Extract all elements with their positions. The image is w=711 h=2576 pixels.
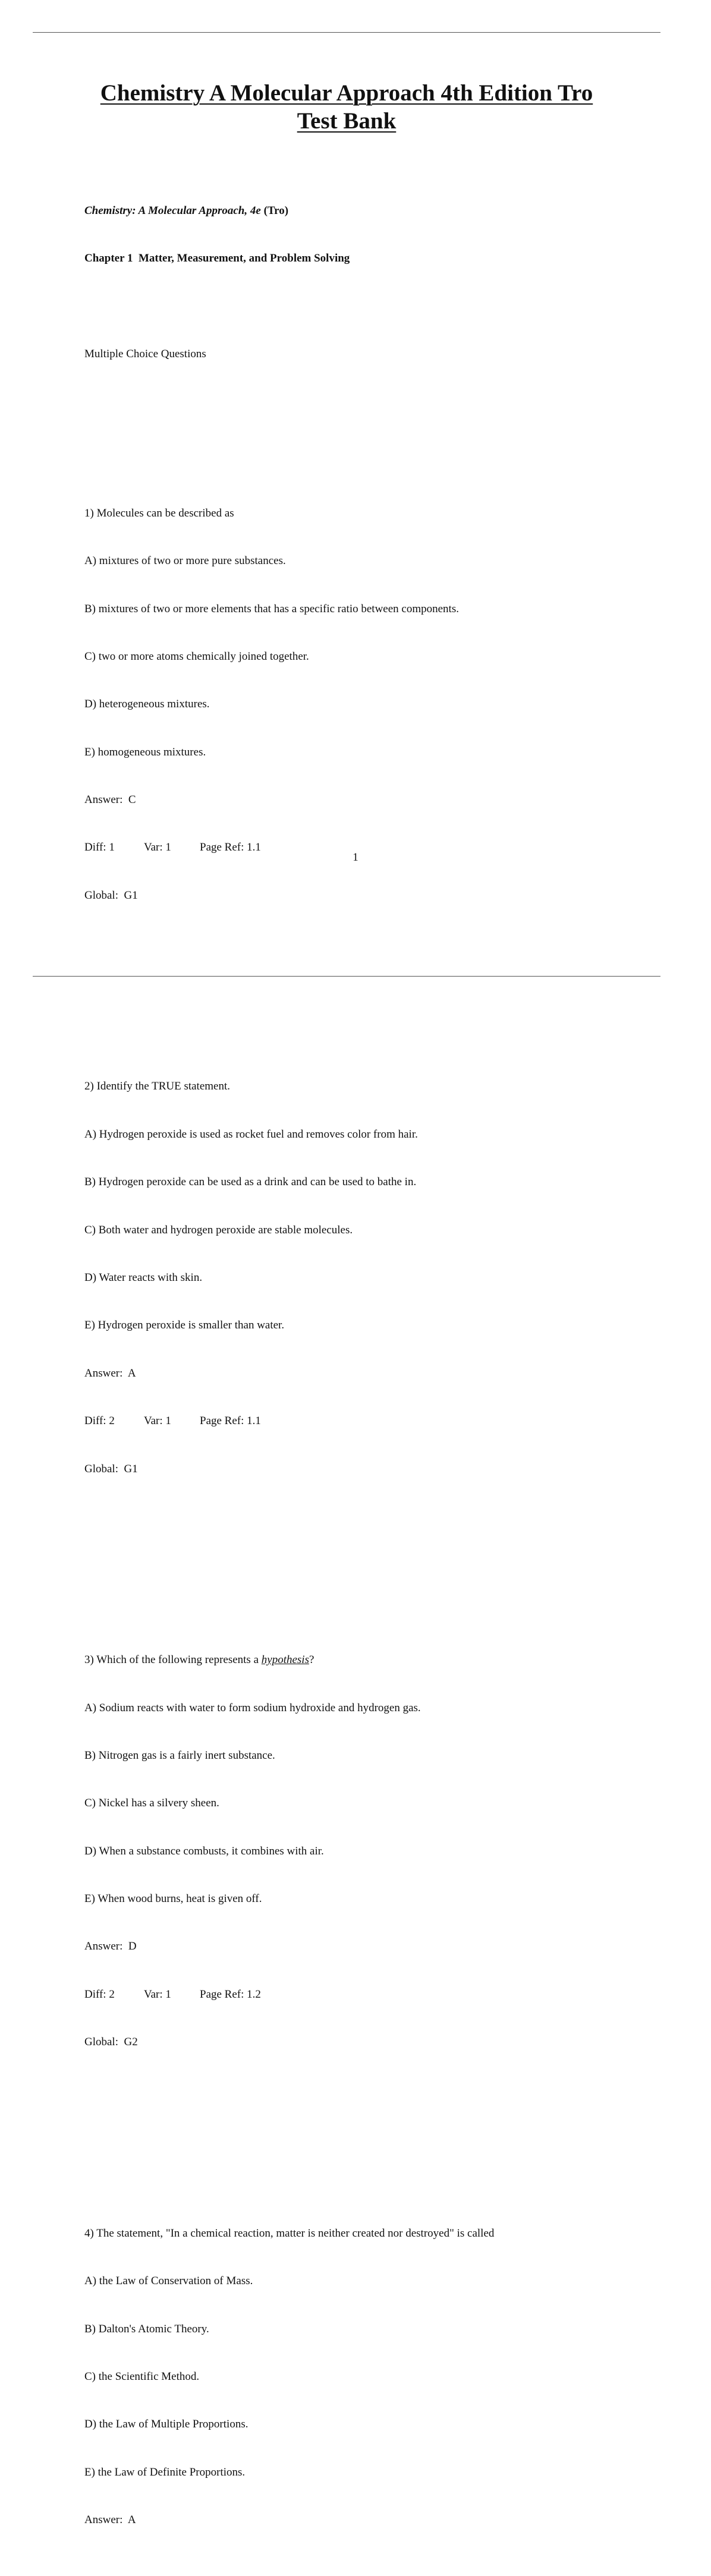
book-author: (Tro) <box>260 204 289 217</box>
question-meta <box>84 1413 655 1429</box>
global-outcome: Global: G2 <box>84 2036 138 2049</box>
question-stem <box>84 1652 655 1668</box>
answer: Answer: A <box>84 2514 136 2527</box>
answer: Answer: D <box>84 1940 137 1953</box>
choice-d: D) the Law of Multiple Proportions. <box>84 2418 248 2431</box>
choice-b: B) mixtures of two or more elements that has a specific ratio between components. <box>84 602 459 615</box>
title-line-1: Chemistry A Molecular Approach 4th Edition Tro <box>100 80 593 106</box>
choice-e: E) homogeneous mixtures. <box>84 745 206 758</box>
choice-d: D) When a substance combusts, it combines with air. <box>84 1844 324 1857</box>
question-2 <box>84 1047 655 1509</box>
variant: Var: 1 <box>144 1988 171 2001</box>
difficulty: Diff: 1 <box>84 841 115 854</box>
choice-a: A) the Law of Conservation of Mass. <box>84 2275 253 2288</box>
answer: Answer: C <box>84 793 136 807</box>
choice-a: A) Hydrogen peroxide is used as rocket fuel and removes color from hair. <box>84 1128 418 1141</box>
page-number: 1 <box>353 851 358 864</box>
choice-e: E) the Law of Definite Proportions. <box>84 2465 246 2479</box>
book-citation <box>84 203 655 219</box>
choice-d: D) heterogeneous mixtures. <box>84 698 210 711</box>
page-ref: Page Ref: 1.1 <box>200 1415 261 1428</box>
difficulty: Diff: 2 <box>84 1988 115 2001</box>
choice-b: B) Hydrogen peroxide can be used as a drink and can be used to bathe in. <box>84 1176 417 1189</box>
choice-a: A) mixtures of two or more pure substances. <box>84 555 286 568</box>
question-stem: 2) Identify the TRUE statement. <box>84 1080 231 1093</box>
book-title: Chemistry: A Molecular Approach, 4e <box>84 204 261 217</box>
choice-c: C) two or more atoms chemically joined together. <box>84 650 309 663</box>
hypothesis-term: hypothesis <box>261 1654 309 1667</box>
variant: Var: 1 <box>144 1415 171 1428</box>
choice-c: C) Both water and hydrogen peroxide are stable molecules. <box>84 1223 353 1236</box>
variant: Var: 1 <box>144 841 171 854</box>
choice-e: E) When wood burns, heat is given off. <box>84 1892 262 1906</box>
global-outcome: Global: G1 <box>84 1462 138 1475</box>
chapter-heading: Chapter 1 Matter, Measurement, and Problem Solving <box>84 251 350 264</box>
stem-suffix: ? <box>309 1654 314 1667</box>
question-stem: 4) The statement, "In a chemical reaction, matter is neither created nor destroyed" is called <box>84 2227 495 2240</box>
top-divider <box>33 32 660 33</box>
choice-c: C) Nickel has a silvery sheen. <box>84 1797 219 1810</box>
choice-a: A) Sodium reacts with water to form sodium hydroxide and hydrogen gas. <box>84 1701 421 1714</box>
answer: Answer: A <box>84 1366 136 1380</box>
choice-e: E) Hydrogen peroxide is smaller than water. <box>84 1319 285 1332</box>
page-ref: Page Ref: 1.2 <box>200 1988 261 2001</box>
question-3 <box>84 1621 655 2083</box>
document-body <box>84 171 655 2576</box>
choice-b: B) Dalton's Atomic Theory. <box>84 2322 209 2335</box>
question-1 <box>84 474 655 936</box>
question-stem: 1) Molecules can be described as <box>84 506 234 519</box>
title-line-2: Test Bank <box>297 108 397 134</box>
choice-d: D) Water reacts with skin. <box>84 1271 203 1284</box>
question-meta <box>84 1987 655 2003</box>
global-outcome: Global: G1 <box>84 889 138 902</box>
page-title <box>0 79 693 135</box>
page-ref: Page Ref: 1.1 <box>200 841 261 854</box>
difficulty: Diff: 2 <box>84 1415 115 1428</box>
question-4 <box>84 2194 655 2560</box>
choice-c: C) the Scientific Method. <box>84 2370 200 2383</box>
stem-prefix: 3) Which of the following represents a <box>84 1654 262 1667</box>
section-heading: Multiple Choice Questions <box>84 347 206 360</box>
bottom-divider <box>33 976 660 977</box>
choice-b: B) Nitrogen gas is a fairly inert substance. <box>84 1749 275 1762</box>
